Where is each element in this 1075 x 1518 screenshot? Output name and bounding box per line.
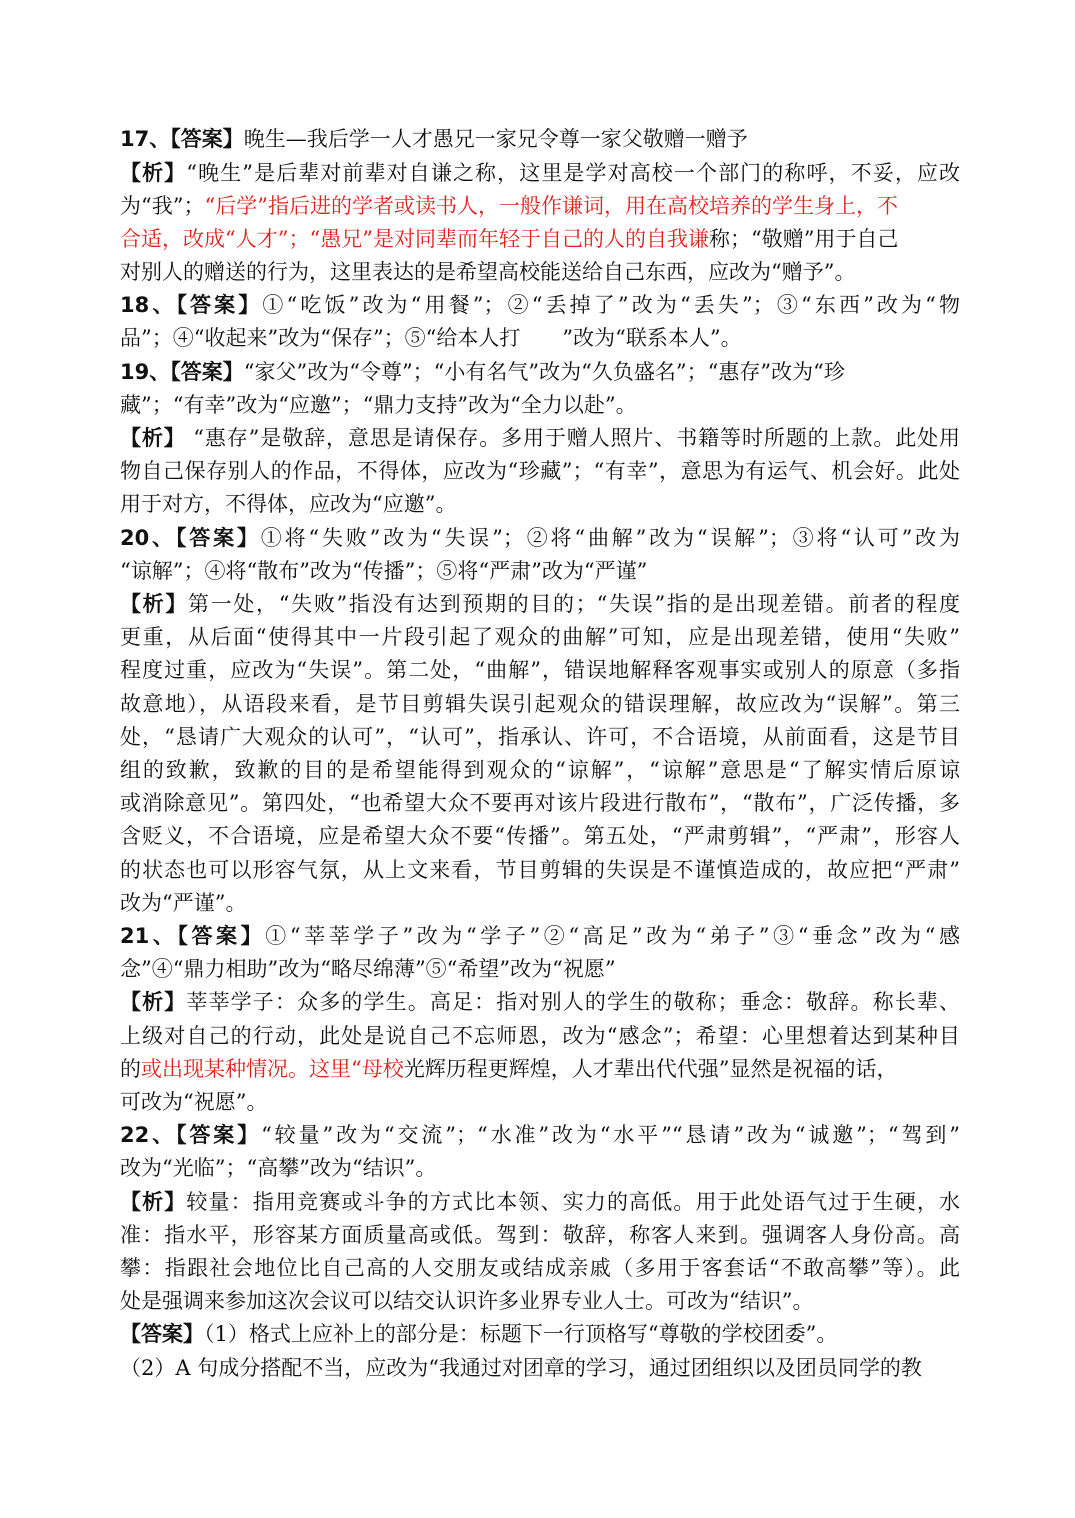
q19-analysis-line	[120, 487, 960, 521]
analysis-label: 【析】	[120, 990, 187, 1014]
q22-answer-line	[120, 1151, 960, 1185]
q20-analysis-line	[120, 753, 960, 787]
q17-analysis-line	[120, 255, 960, 289]
analysis-text: 程度过重，应改为“失误”。第二处，“曲解”，错误地解释客观事实或别人的原意（多指	[120, 658, 960, 682]
answer-text: ①“吃饭”改为“用餐”；②“丢掉了”改为“丢失”；③“东西”改为“物	[262, 293, 960, 317]
analysis-text: 第一处，“失败”指没有达到预期的目的；“失误”指的是出现差错。前者的程度	[188, 592, 960, 616]
q22-analysis-line	[120, 1218, 960, 1252]
analysis-text: 更重，从后面“使得其中一片段引起了观众的曲解”可知，应是出现差错，使用“失败”	[120, 625, 960, 649]
analysis-text: 攀：指跟社会地位比自己高的人交朋友或结成亲戚（多用于客套话“不敢高攀”等）。此	[120, 1256, 960, 1280]
q23-answer-line	[120, 1351, 960, 1385]
analysis-text: 处，“恳请广大观众的认可”，“认可”，指承认、许可，不合语境，从前面看，这是节目	[120, 725, 960, 749]
analysis-text: 准：指水平，形容某方面质量高或低。驾到：敬辞，称客人来到。强调客人身份高。高	[120, 1223, 960, 1247]
q20-analysis-line	[120, 587, 960, 621]
q20-answer-line	[120, 554, 960, 588]
analysis-text: 的	[120, 1057, 141, 1081]
q21-answer-line	[120, 952, 960, 986]
q17-analysis-line	[120, 189, 960, 223]
q21-analysis-line	[120, 1052, 960, 1086]
answer-text: 藏”；“有幸”改为“应邀”；“鼎力支持”改为“全力以赴”。	[120, 393, 637, 417]
answer-label: 【答案】	[120, 1322, 204, 1346]
q19-analysis-line	[120, 454, 960, 488]
q20-analysis-line	[120, 720, 960, 754]
q20-analysis-line	[120, 886, 960, 920]
analysis-text: 改为“严谨”。	[120, 891, 247, 915]
analysis-text: 的状态也可以形容气氛，从上文来看，节目剪辑的失误是不谨慎造成的，故应把“严肃”	[120, 858, 960, 882]
analysis-text: 故意地），从语段来看，是节目剪辑失误引起观众的错误理解，故应改为“误解”。第三	[120, 692, 960, 716]
q17-analysis-line	[120, 156, 960, 190]
answer-text: 改为“光临”；“高攀”改为“结识”。	[120, 1156, 437, 1180]
answer-label: 17、【答案】	[120, 127, 244, 151]
analysis-label: 【析】	[120, 1190, 187, 1214]
analysis-text: 物自己保存别人的作品，不得体，应改为“珍藏”；“有幸”，意思为有运气、机会好。此处	[120, 459, 960, 483]
q20-analysis-line	[120, 853, 960, 887]
analysis-text: 莘莘学子：众多的学生。高足：指对别人的学生的敬称；垂念：敬辞。称长辈、	[186, 990, 960, 1014]
q23-answer-line	[120, 1317, 960, 1351]
answer-text: （1）格式上应补上的部分是：标题下一行顶格写“尊敬的学校团委”。	[204, 1322, 838, 1346]
q21-answer-line	[120, 919, 960, 953]
answer-text: 品”；④“收起来”改为“保存”；⑤“给本人打 ”改为“联系本人”。	[120, 326, 742, 350]
answer-text: “家父”改为“令尊”；“小有名气”改为“久负盛名”；“惠存”改为“珍	[243, 360, 845, 384]
analysis-text: 上级对自己的行动，此处是说自己不忘师恩，改为“感念”；希望：心里想着达到某种目	[120, 1024, 960, 1048]
q22-analysis-line	[120, 1251, 960, 1285]
analysis-text: 为“我”；	[120, 194, 205, 218]
q17-analysis-line	[120, 222, 960, 256]
analysis-label: 【析】	[120, 161, 187, 185]
q19-answer-line	[120, 388, 960, 422]
answer-label: 18、【答案】	[120, 293, 263, 317]
answer-text: （2）A 句成分搭配不当，应改为“我通过对团章的学习，通过团组织以及团员同学的教	[120, 1356, 922, 1380]
analysis-text: 可改为“祝愿”。	[120, 1090, 268, 1114]
highlighted-text: 或出现某种情况。这里“母校	[141, 1057, 404, 1081]
q21-analysis-line	[120, 985, 960, 1019]
analysis-text: 较量：指用竞赛或斗争的方式比本领、实力的高低。用于此处语气过于生硬，水	[186, 1190, 960, 1214]
q18-answer-line	[120, 288, 960, 322]
analysis-label: 【析】	[120, 426, 186, 450]
answer-text: 念”④“鼎力相助”改为“略尽绵薄”⑤“希望”改为“祝愿”	[120, 957, 616, 981]
highlighted-text: “后学”指后进的学者或读书人，一般作谦词，用在高校培养的学生身上，不	[204, 194, 898, 218]
analysis-text: 对别人的赠送的行为，这里表达的是希望高校能送给自己东西，应改为“赠予”。	[120, 260, 856, 284]
q17-answer-line	[120, 122, 960, 156]
answer-text: 晚生—我后学一人才愚兄一家兄令尊一家父敬赠一赠予	[243, 127, 748, 151]
answer-text: “较量”改为“交流”；“水准”改为“水平”“恳请”改为“诚邀”；“驾到”	[261, 1123, 960, 1147]
q20-analysis-line	[120, 786, 960, 820]
analysis-text: 用于对方，不得体，应改为“应邀”。	[120, 492, 457, 516]
q19-answer-line	[120, 355, 960, 389]
q20-analysis-line	[120, 653, 960, 687]
analysis-text: 光辉历程更辉煌，人才辈出代代强”显然是祝福的话，	[403, 1057, 898, 1081]
q21-analysis-line	[120, 1019, 960, 1053]
highlighted-text: 合适，改成“人才”；“愚兄”是对同辈而年轻于自己的人的自我谦	[120, 227, 709, 251]
q20-answer-line	[120, 521, 960, 555]
q19-analysis-line	[120, 421, 960, 455]
answer-label: 21、【答案】	[120, 924, 266, 948]
analysis-text: “惠存”是敬辞，意思是请保存。多用于赠人照片、书籍等时所题的上款。此处用	[185, 426, 960, 450]
analysis-text: 组的致歉，致歉的目的是希望能得到观众的“谅解”，“谅解”意思是“了解实情后原谅	[120, 758, 960, 782]
q20-analysis-line	[120, 687, 960, 721]
answer-text: ①将“失败”改为“失误”；②将“曲解”改为“误解”；③将“认可”改为	[260, 526, 960, 550]
q20-analysis-line	[120, 819, 960, 853]
q22-analysis-line	[120, 1284, 960, 1318]
q22-answer-line	[120, 1118, 960, 1152]
q22-analysis-line	[120, 1185, 960, 1219]
answer-label: 20、【答案】	[120, 526, 261, 550]
analysis-text: 称；“敬赠”用于自己	[708, 227, 899, 251]
analysis-text: 含贬义，不合语境，应是希望大众不要“传播”。第五处，“严肃剪辑”，“严肃”，形容人	[120, 824, 960, 848]
answer-text: “谅解”；④将“散布”改为“传播”；⑤将“严肃”改为“严谨”	[120, 559, 648, 583]
q18-answer-line	[120, 321, 960, 355]
q20-analysis-line	[120, 620, 960, 654]
q21-analysis-line	[120, 1085, 960, 1119]
analysis-text: “晚生”是后辈对前辈对自谦之称，这里是学对高校一个部门的称呼，不妥，应改	[186, 161, 960, 185]
answer-label: 22、【答案】	[120, 1123, 262, 1147]
analysis-label: 【析】	[120, 592, 189, 616]
answer-text: ①“莘莘学子”改为“学子”②“高足”改为“弟子”③“垂念”改为“感	[265, 924, 960, 948]
answer-label: 19、【答案】	[120, 360, 244, 384]
analysis-text: 处是强调来参加这次会议可以结交认识许多业界专业人士。可改为“结识”。	[120, 1289, 814, 1313]
analysis-text: 或消除意见”。第四处，“也希望大众不要再对该片段进行散布”，“散布”，广泛传播，多	[120, 791, 960, 815]
